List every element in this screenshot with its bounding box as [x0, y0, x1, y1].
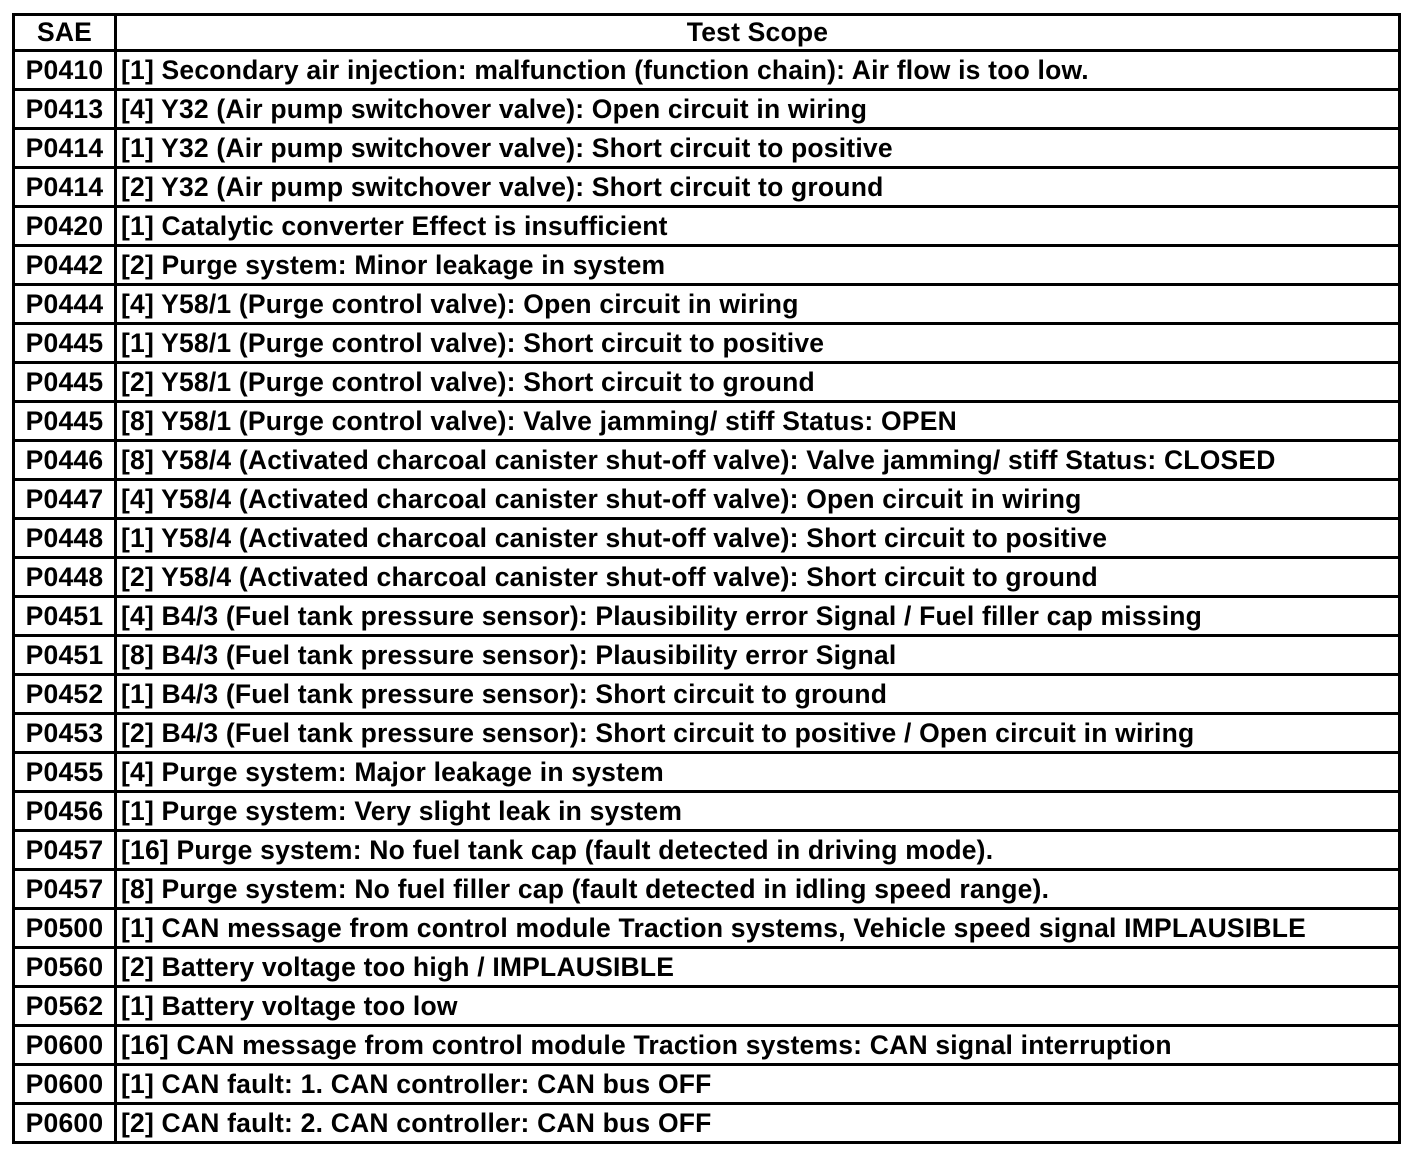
table-row	[14, 831, 1400, 870]
table-row	[14, 51, 1400, 90]
sae-code-cell: P0560	[14, 948, 116, 987]
sae-code-cell: P0444	[14, 285, 116, 324]
sae-code-cell: P0600	[14, 1026, 116, 1065]
sae-code-cell: P0420	[14, 207, 116, 246]
sae-code-cell: P0452	[14, 675, 116, 714]
test-scope-cell: [1] Battery voltage too low	[116, 987, 1400, 1026]
test-scope-cell: [1] Y32 (Air pump switchover valve): Short circuit to positive	[116, 129, 1400, 168]
dtc-test-scope-table	[12, 13, 1401, 1144]
test-scope-cell: [1] Secondary air injection: malfunction (function chain): Air flow is too low.	[116, 51, 1400, 90]
test-scope-cell: [1] Purge system: Very slight leak in system	[116, 792, 1400, 831]
test-scope-cell: [1] CAN fault: 1. CAN controller: CAN bus OFF	[116, 1065, 1400, 1104]
test-scope-cell: [1] Catalytic converter Effect is insufficient	[116, 207, 1400, 246]
table-header-row	[14, 15, 1400, 51]
sae-code-cell: P0414	[14, 168, 116, 207]
table-row	[14, 480, 1400, 519]
table-row	[14, 987, 1400, 1026]
sae-code-cell: P0562	[14, 987, 116, 1026]
sae-code-cell: P0447	[14, 480, 116, 519]
table-body	[14, 51, 1400, 1143]
table-row	[14, 129, 1400, 168]
table-row	[14, 324, 1400, 363]
test-scope-cell: [16] CAN message from control module Traction systems: CAN signal interruption	[116, 1026, 1400, 1065]
test-scope-cell: [4] Y32 (Air pump switchover valve): Open circuit in wiring	[116, 90, 1400, 129]
table-row	[14, 870, 1400, 909]
table-row	[14, 714, 1400, 753]
column-header-test-scope: Test Scope	[116, 15, 1400, 51]
sae-code-cell: P0456	[14, 792, 116, 831]
sae-code-cell: P0445	[14, 363, 116, 402]
test-scope-cell: [4] Y58/4 (Activated charcoal canister shut-off valve): Open circuit in wiring	[116, 480, 1400, 519]
table-row	[14, 168, 1400, 207]
test-scope-cell: [1] B4/3 (Fuel tank pressure sensor): Short circuit to ground	[116, 675, 1400, 714]
table-row	[14, 753, 1400, 792]
sae-code-cell: P0455	[14, 753, 116, 792]
table-row	[14, 246, 1400, 285]
test-scope-cell: [8] Y58/1 (Purge control valve): Valve jamming/ stiff Status: OPEN	[116, 402, 1400, 441]
test-scope-cell: [2] Y58/1 (Purge control valve): Short circuit to ground	[116, 363, 1400, 402]
table-row	[14, 636, 1400, 675]
sae-code-cell: P0600	[14, 1104, 116, 1143]
sae-code-cell: P0445	[14, 324, 116, 363]
table-row	[14, 207, 1400, 246]
sae-code-cell: P0451	[14, 636, 116, 675]
table-row	[14, 792, 1400, 831]
table-row	[14, 558, 1400, 597]
sae-code-cell: P0448	[14, 519, 116, 558]
test-scope-cell: [2] Y32 (Air pump switchover valve): Short circuit to ground	[116, 168, 1400, 207]
table-row	[14, 402, 1400, 441]
table-row	[14, 90, 1400, 129]
table-row	[14, 1104, 1400, 1143]
table-row	[14, 597, 1400, 636]
test-scope-cell: [2] Battery voltage too high / IMPLAUSIBLE	[116, 948, 1400, 987]
sae-code-cell: P0500	[14, 909, 116, 948]
table-row	[14, 675, 1400, 714]
table-row	[14, 1065, 1400, 1104]
sae-code-cell: P0453	[14, 714, 116, 753]
test-scope-cell: [1] CAN message from control module Traction systems, Vehicle speed signal IMPLAUSIBLE	[116, 909, 1400, 948]
sae-code-cell: P0446	[14, 441, 116, 480]
test-scope-cell: [16] Purge system: No fuel tank cap (fault detected in driving mode).	[116, 831, 1400, 870]
sae-code-cell: P0445	[14, 402, 116, 441]
test-scope-cell: [2] Y58/4 (Activated charcoal canister shut-off valve): Short circuit to ground	[116, 558, 1400, 597]
table-row	[14, 519, 1400, 558]
sae-code-cell: P0451	[14, 597, 116, 636]
sae-code-cell: P0410	[14, 51, 116, 90]
test-scope-cell: [2] CAN fault: 2. CAN controller: CAN bus OFF	[116, 1104, 1400, 1143]
table-row	[14, 441, 1400, 480]
sae-code-cell: P0457	[14, 831, 116, 870]
sae-code-cell: P0448	[14, 558, 116, 597]
test-scope-cell: [8] B4/3 (Fuel tank pressure sensor): Plausibility error Signal	[116, 636, 1400, 675]
sae-code-cell: P0414	[14, 129, 116, 168]
column-header-sae: SAE	[14, 15, 116, 51]
table-row	[14, 285, 1400, 324]
test-scope-cell: [1] Y58/4 (Activated charcoal canister shut-off valve): Short circuit to positive	[116, 519, 1400, 558]
test-scope-cell: [2] Purge system: Minor leakage in system	[116, 246, 1400, 285]
table-row	[14, 1026, 1400, 1065]
table-row	[14, 363, 1400, 402]
sae-code-cell: P0413	[14, 90, 116, 129]
sae-code-cell: P0457	[14, 870, 116, 909]
test-scope-cell: [8] Purge system: No fuel filler cap (fault detected in idling speed range).	[116, 870, 1400, 909]
test-scope-cell: [4] Purge system: Major leakage in system	[116, 753, 1400, 792]
dtc-table-container	[12, 13, 1398, 1144]
sae-code-cell: P0442	[14, 246, 116, 285]
table-row	[14, 948, 1400, 987]
test-scope-cell: [4] B4/3 (Fuel tank pressure sensor): Plausibility error Signal / Fuel filler cap missing	[116, 597, 1400, 636]
table-row	[14, 909, 1400, 948]
test-scope-cell: [4] Y58/1 (Purge control valve): Open circuit in wiring	[116, 285, 1400, 324]
test-scope-cell: [8] Y58/4 (Activated charcoal canister shut-off valve): Valve jamming/ stiff Status: CLOSED	[116, 441, 1400, 480]
test-scope-cell: [2] B4/3 (Fuel tank pressure sensor): Short circuit to positive / Open circuit in wiring	[116, 714, 1400, 753]
sae-code-cell: P0600	[14, 1065, 116, 1104]
test-scope-cell: [1] Y58/1 (Purge control valve): Short circuit to positive	[116, 324, 1400, 363]
